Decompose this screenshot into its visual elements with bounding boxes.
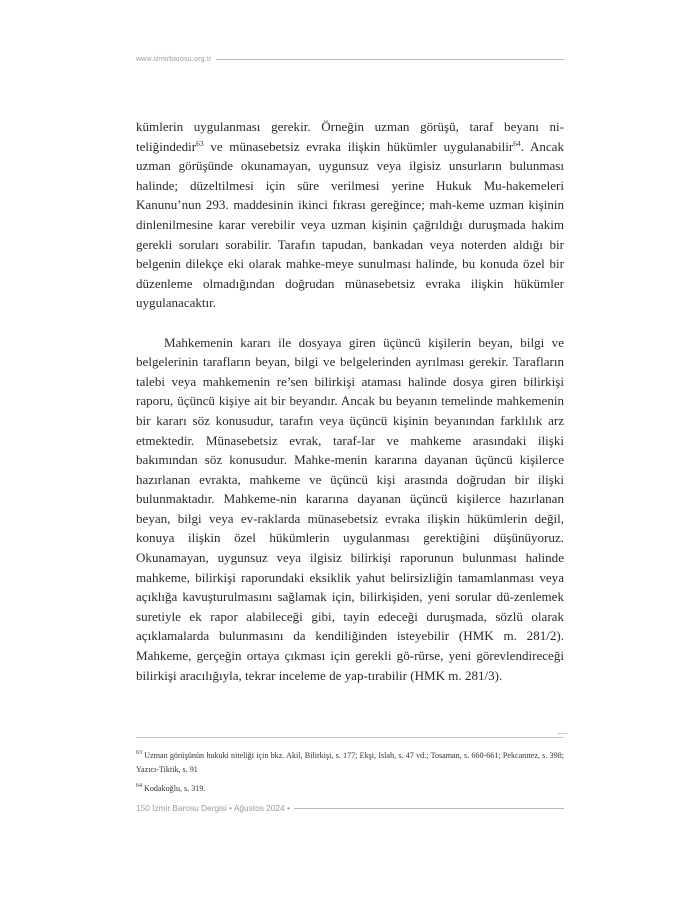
footnote-ref-64: 64 xyxy=(513,138,521,148)
paragraph-1-text-a: kümlerin uygulanması gerekir. Örneğin uzman görüşü, taraf beyanı ni-teliğindedir xyxy=(136,119,564,154)
footnote-63 xyxy=(136,749,564,776)
footnote-ref-63: 63 xyxy=(196,138,204,148)
page-footer xyxy=(136,802,564,814)
footnote-64 xyxy=(136,782,564,796)
footnote-number: 64 xyxy=(136,783,142,790)
footnote-number: 63 xyxy=(136,750,142,756)
footnote-text: Uzman görüşünün hukuki niteliği için bkz. Akil, Bilirkişi, s. 177; Ekşi, Islah, s. 47 vd.; Tosaman, s. 660-661; Pekcanıtez, s. 398; Yazıcı-Tiktik, s. 91 xyxy=(136,751,564,774)
paragraph-2: Mahkemenin kararı ile dosyaya giren üçüncü kişilerin beyan, bilgi ve belgelerinin tarafların beyan, bilgi ve belgelerinden ayrılması gerekir. Tarafların talebi veya mahkemenin re’sen bilirkişi ataması halinde dosya giren bilirkişi raporu, üçüncü kişiye ait bir beyandır. Ancak bu beyanın temelinde mahkemenin bir kararı söz konusudur, tarafın veya üçüncü kişinin beyanından farklılık arz etmektedir. Münasebetsiz evrak, taraf-lar ve mahkeme arasındaki ilişki bakımından söz konusudur. Mahke-menin kararına dayanan üçüncü kişilerce hazırlanan evrakta, mahkeme ve üçüncü kişi arasında doğrudan bir ilişki bulunmaktadır. Mahkeme-nin kararına dayanan üçüncü kişilerce hazırlanan beyan, bilgi veya ev-raklarda münasebetsiz evraka ilişkin hükümlerin değil, konuya ilişkin özel hükümlerin uygulanması gerektiğini düşünüyoruz. Okunamayan, uygunsuz veya ilgisiz bilirkişi raporunun bulunması halinde mahkeme, bilirkişi raporundaki eksiklik yahut belirsizliğin tamamlanması veya açıklığa kavuşturulmasını sağlamak için, bilirkişiden, yeni sorular dü-zenlemek suretiyle ek rapor alabileceği gibi, tayin edeceği duruşmada, sözlü olarak açıklamalarda bulunmasını da kendiliğinden isteyebilir (HMK m. 281/2). Mahkeme, gerçeğin ortaya çıkması için gerekli gö-rürse, yeni görevlendireceği bilirkişi aracılığıyla, tekrar inceleme de yap-tırabilir (HMK m. 281/3). xyxy=(136,334,564,683)
header-url: www.izmirbarosu.org.tr xyxy=(136,55,212,63)
footnote-separator xyxy=(136,734,564,742)
header-rule xyxy=(216,59,564,60)
paragraph-1 xyxy=(136,117,564,313)
footer-text: 150 İzmir Barosu Dergisi • Ağustos 2024 • xyxy=(136,803,290,813)
footer-rule xyxy=(294,808,564,809)
paragraph-1-text-c: . Ancak uzman görüşünde okunamayan, uygunsuz veya ilgisiz unsurların bulunması halinde; düzeltilmesi için süre verilmesi yerine Hukuk Mu-hakemeleri Kanunu’nun 293. maddesinin ikinci fıkrası gereğince; mah-keme uzman kişinin dinlenilmesine karar verebilir veya uzman kişinin çağrıldığı duruşmada hakim gerekli soruları sorabilir. Tarafın tapudan, bankadan veya noterden aldığı bir belgenin dilekçe eki olarak mahke-meye sunulması halinde, bu konuda özel bir düzenleme olmadığından doğrudan münasebetsiz evraka ilişkin hükümler uygulanacaktır. xyxy=(136,138,564,311)
footnote-text: Kodakoğlu, s. 319. xyxy=(144,784,206,794)
footnotes xyxy=(136,749,564,802)
paragraph-1-text-b: ve münasebetsiz evraka ilişkin hükümler uygulanabilir xyxy=(203,138,514,154)
body-text xyxy=(136,117,564,685)
page-header xyxy=(136,53,564,65)
